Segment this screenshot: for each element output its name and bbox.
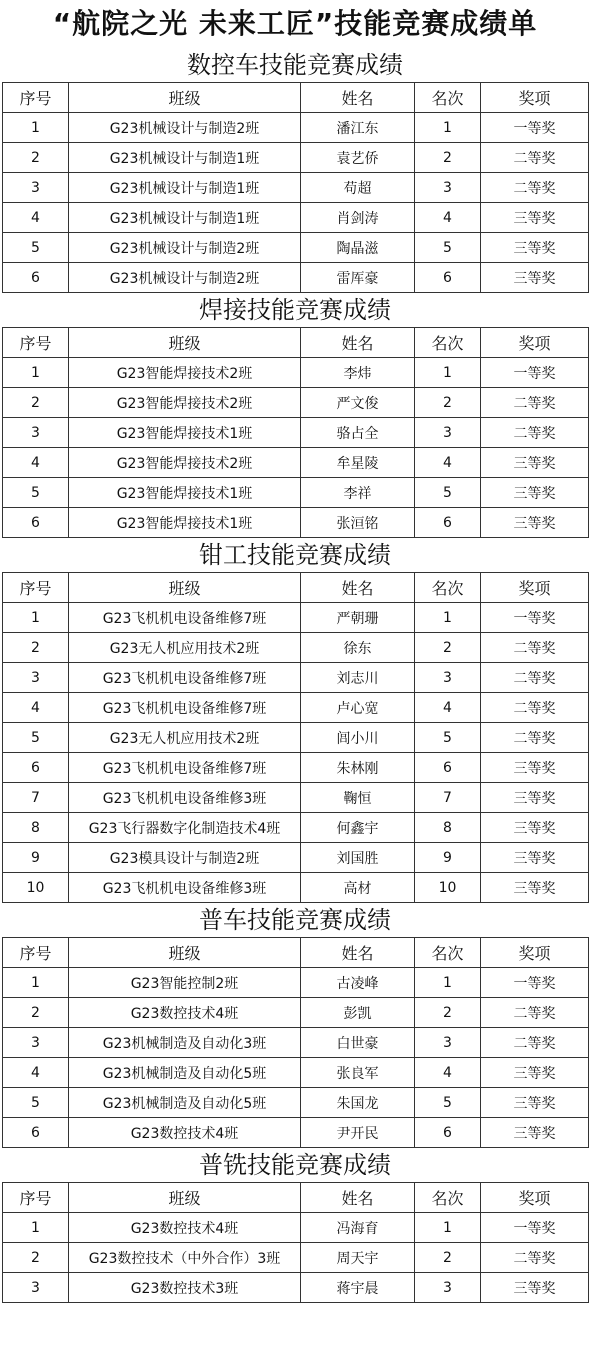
cell-rank: 3	[415, 173, 481, 203]
cell-rank: 1	[415, 358, 481, 388]
cell-index: 4	[3, 693, 69, 723]
cell-class: G23无人机应用技术2班	[69, 633, 301, 663]
table-row	[3, 1058, 589, 1088]
cell-name: 苟超	[301, 173, 415, 203]
cell-award: 一等奖	[481, 358, 589, 388]
cell-class: G23机械制造及自动化5班	[69, 1088, 301, 1118]
cell-rank: 2	[415, 633, 481, 663]
cell-name: 袁艺侨	[301, 143, 415, 173]
cell-name: 朱国龙	[301, 1088, 415, 1118]
cell-rank: 2	[415, 388, 481, 418]
cell-class: G23数控技术（中外合作）3班	[69, 1243, 301, 1273]
cell-index: 1	[3, 603, 69, 633]
section-title: 普铣技能竞赛成绩	[199, 1151, 391, 1179]
cell-award: 三等奖	[481, 753, 589, 783]
cell-class: G23飞机机电设备维修3班	[69, 783, 301, 813]
table-row	[3, 663, 589, 693]
cell-rank: 5	[415, 1088, 481, 1118]
cell-name: 严文俊	[301, 388, 415, 418]
header-index: 序号	[3, 573, 69, 603]
cell-award: 三等奖	[481, 1118, 589, 1148]
table-row	[3, 388, 589, 418]
table-row	[3, 998, 589, 1028]
cell-class: G23智能焊接技术1班	[69, 508, 301, 538]
cell-rank: 10	[415, 873, 481, 903]
results-table	[2, 327, 589, 538]
cell-award: 三等奖	[481, 1273, 589, 1303]
cell-rank: 3	[415, 418, 481, 448]
cell-name: 刘志川	[301, 663, 415, 693]
cell-rank: 4	[415, 1058, 481, 1088]
cell-name: 骆占全	[301, 418, 415, 448]
cell-index: 1	[3, 968, 69, 998]
table-row	[3, 358, 589, 388]
cell-index: 5	[3, 478, 69, 508]
cell-class: G23飞行器数字化制造技术4班	[69, 813, 301, 843]
results-table	[2, 572, 589, 903]
header-award: 奖项	[481, 938, 589, 968]
cell-rank: 1	[415, 113, 481, 143]
header-class: 班级	[69, 1183, 301, 1213]
table-row	[3, 113, 589, 143]
header-award: 奖项	[481, 573, 589, 603]
table-row	[3, 783, 589, 813]
cell-class: G23机械设计与制造2班	[69, 113, 301, 143]
cell-award: 二等奖	[481, 723, 589, 753]
table-row	[3, 1273, 589, 1303]
cell-name: 冯海育	[301, 1213, 415, 1243]
cell-class: G23智能焊接技术2班	[69, 388, 301, 418]
header-index: 序号	[3, 938, 69, 968]
header-class: 班级	[69, 83, 301, 113]
cell-name: 古凌峰	[301, 968, 415, 998]
header-class: 班级	[69, 328, 301, 358]
cell-index: 3	[3, 663, 69, 693]
section-title: 焊接技能竞赛成绩	[199, 296, 391, 324]
cell-class: G23模具设计与制造2班	[69, 843, 301, 873]
cell-class: G23数控技术4班	[69, 998, 301, 1028]
table-header-row	[3, 938, 589, 968]
cell-class: G23机械制造及自动化5班	[69, 1058, 301, 1088]
cell-name: 白世豪	[301, 1028, 415, 1058]
cell-index: 8	[3, 813, 69, 843]
cell-name: 李祥	[301, 478, 415, 508]
cell-index: 1	[3, 1213, 69, 1243]
header-name: 姓名	[301, 83, 415, 113]
cell-class: G23智能焊接技术2班	[69, 448, 301, 478]
cell-award: 一等奖	[481, 603, 589, 633]
cell-index: 3	[3, 418, 69, 448]
cell-award: 一等奖	[481, 113, 589, 143]
results-table	[2, 937, 589, 1148]
cell-class: G23飞机机电设备维修3班	[69, 873, 301, 903]
cell-rank: 4	[415, 448, 481, 478]
header-award: 奖项	[481, 83, 589, 113]
cell-class: G23飞机机电设备维修7班	[69, 603, 301, 633]
cell-award: 三等奖	[481, 813, 589, 843]
cell-class: G23数控技术4班	[69, 1213, 301, 1243]
cell-award: 一等奖	[481, 1213, 589, 1243]
header-index: 序号	[3, 83, 69, 113]
table-row	[3, 418, 589, 448]
cell-award: 三等奖	[481, 873, 589, 903]
header-award: 奖项	[481, 1183, 589, 1213]
table-header-row	[3, 573, 589, 603]
header-award: 奖项	[481, 328, 589, 358]
cell-rank: 5	[415, 723, 481, 753]
results-sections	[0, 48, 590, 1303]
header-rank: 名次	[415, 328, 481, 358]
header-name: 姓名	[301, 1183, 415, 1213]
section-title: 普车技能竞赛成绩	[199, 906, 391, 934]
cell-index: 2	[3, 998, 69, 1028]
cell-rank: 6	[415, 1118, 481, 1148]
cell-award: 三等奖	[481, 843, 589, 873]
header-name: 姓名	[301, 573, 415, 603]
cell-rank: 3	[415, 1273, 481, 1303]
cell-name: 肖剑涛	[301, 203, 415, 233]
cell-name: 徐东	[301, 633, 415, 663]
cell-class: G23数控技术4班	[69, 1118, 301, 1148]
cell-class: G23智能焊接技术2班	[69, 358, 301, 388]
cell-index: 10	[3, 873, 69, 903]
cell-award: 二等奖	[481, 1028, 589, 1058]
table-row	[3, 753, 589, 783]
cell-name: 严朝珊	[301, 603, 415, 633]
cell-rank: 4	[415, 693, 481, 723]
cell-class: G23飞机机电设备维修7班	[69, 753, 301, 783]
cell-award: 三等奖	[481, 233, 589, 263]
cell-rank: 6	[415, 263, 481, 293]
cell-index: 9	[3, 843, 69, 873]
cell-rank: 1	[415, 968, 481, 998]
header-rank: 名次	[415, 83, 481, 113]
cell-name: 刘国胜	[301, 843, 415, 873]
cell-index: 6	[3, 263, 69, 293]
cell-class: G23机械制造及自动化3班	[69, 1028, 301, 1058]
cell-name: 朱林刚	[301, 753, 415, 783]
table-row	[3, 633, 589, 663]
table-row	[3, 813, 589, 843]
cell-rank: 8	[415, 813, 481, 843]
cell-name: 周天宇	[301, 1243, 415, 1273]
cell-index: 2	[3, 143, 69, 173]
cell-class: G23无人机应用技术2班	[69, 723, 301, 753]
cell-name: 高材	[301, 873, 415, 903]
header-index: 序号	[3, 328, 69, 358]
header-class: 班级	[69, 573, 301, 603]
cell-rank: 2	[415, 143, 481, 173]
cell-award: 三等奖	[481, 783, 589, 813]
header-class: 班级	[69, 938, 301, 968]
cell-name: 尹开民	[301, 1118, 415, 1148]
cell-class: G23机械设计与制造1班	[69, 173, 301, 203]
cell-award: 三等奖	[481, 448, 589, 478]
header-rank: 名次	[415, 573, 481, 603]
cell-award: 三等奖	[481, 1088, 589, 1118]
cell-award: 二等奖	[481, 633, 589, 663]
cell-name: 陶晶滋	[301, 233, 415, 263]
table-row	[3, 873, 589, 903]
cell-name: 鞠恒	[301, 783, 415, 813]
cell-index: 5	[3, 233, 69, 263]
cell-index: 2	[3, 388, 69, 418]
page-title: “航院之光 未来工匠”技能竞赛成绩单	[52, 7, 538, 40]
cell-class: G23机械设计与制造2班	[69, 263, 301, 293]
header-name: 姓名	[301, 328, 415, 358]
header-index: 序号	[3, 1183, 69, 1213]
cell-award: 二等奖	[481, 173, 589, 203]
cell-index: 3	[3, 173, 69, 203]
table-row	[3, 1118, 589, 1148]
cell-award: 三等奖	[481, 263, 589, 293]
cell-index: 2	[3, 633, 69, 663]
cell-index: 5	[3, 723, 69, 753]
cell-name: 雷厍豪	[301, 263, 415, 293]
table-row	[3, 263, 589, 293]
cell-name: 卢心宽	[301, 693, 415, 723]
table-row	[3, 478, 589, 508]
cell-index: 3	[3, 1028, 69, 1058]
cell-index: 4	[3, 1058, 69, 1088]
cell-class: G23数控技术3班	[69, 1273, 301, 1303]
table-header-row	[3, 1183, 589, 1213]
cell-name: 何鑫宇	[301, 813, 415, 843]
table-row	[3, 233, 589, 263]
results-table	[2, 1182, 589, 1303]
cell-class: G23机械设计与制造2班	[69, 233, 301, 263]
cell-class: G23飞机机电设备维修7班	[69, 663, 301, 693]
cell-index: 7	[3, 783, 69, 813]
cell-rank: 7	[415, 783, 481, 813]
cell-index: 4	[3, 448, 69, 478]
cell-name: 潘江东	[301, 113, 415, 143]
cell-award: 二等奖	[481, 418, 589, 448]
cell-award: 三等奖	[481, 1058, 589, 1088]
cell-rank: 4	[415, 203, 481, 233]
table-row	[3, 693, 589, 723]
table-row	[3, 143, 589, 173]
table-row	[3, 448, 589, 478]
cell-index: 3	[3, 1273, 69, 1303]
header-rank: 名次	[415, 1183, 481, 1213]
cell-class: G23智能控制2班	[69, 968, 301, 998]
cell-index: 1	[3, 113, 69, 143]
cell-class: G23机械设计与制造1班	[69, 203, 301, 233]
header-name: 姓名	[301, 938, 415, 968]
cell-award: 二等奖	[481, 998, 589, 1028]
section-title: 钳工技能竞赛成绩	[199, 541, 391, 569]
cell-award: 三等奖	[481, 478, 589, 508]
table-row	[3, 1028, 589, 1058]
cell-index: 6	[3, 753, 69, 783]
table-header-row	[3, 83, 589, 113]
cell-class: G23飞机机电设备维修7班	[69, 693, 301, 723]
cell-award: 二等奖	[481, 143, 589, 173]
cell-name: 彭凯	[301, 998, 415, 1028]
results-table	[2, 82, 589, 293]
table-row	[3, 203, 589, 233]
cell-award: 二等奖	[481, 693, 589, 723]
cell-index: 1	[3, 358, 69, 388]
table-row	[3, 173, 589, 203]
cell-rank: 1	[415, 1213, 481, 1243]
cell-rank: 3	[415, 663, 481, 693]
cell-award: 三等奖	[481, 508, 589, 538]
cell-index: 6	[3, 508, 69, 538]
section-title: 数控车技能竞赛成绩	[187, 51, 403, 79]
cell-name: 闾小川	[301, 723, 415, 753]
cell-name: 蒋宇晨	[301, 1273, 415, 1303]
cell-award: 一等奖	[481, 968, 589, 998]
cell-rank: 2	[415, 1243, 481, 1273]
cell-name: 张洹铭	[301, 508, 415, 538]
cell-rank: 3	[415, 1028, 481, 1058]
table-row	[3, 1088, 589, 1118]
table-row	[3, 723, 589, 753]
cell-class: G23机械设计与制造1班	[69, 143, 301, 173]
cell-rank: 6	[415, 508, 481, 538]
table-row	[3, 508, 589, 538]
table-header-row	[3, 328, 589, 358]
table-row	[3, 843, 589, 873]
cell-name: 李炜	[301, 358, 415, 388]
cell-award: 二等奖	[481, 1243, 589, 1273]
cell-name: 张良军	[301, 1058, 415, 1088]
table-row	[3, 968, 589, 998]
cell-rank: 5	[415, 478, 481, 508]
cell-rank: 9	[415, 843, 481, 873]
cell-rank: 5	[415, 233, 481, 263]
cell-rank: 2	[415, 998, 481, 1028]
cell-name: 牟星陵	[301, 448, 415, 478]
cell-award: 三等奖	[481, 203, 589, 233]
cell-award: 二等奖	[481, 388, 589, 418]
table-row	[3, 603, 589, 633]
cell-class: G23智能焊接技术1班	[69, 418, 301, 448]
header-rank: 名次	[415, 938, 481, 968]
cell-rank: 6	[415, 753, 481, 783]
table-row	[3, 1213, 589, 1243]
cell-rank: 1	[415, 603, 481, 633]
cell-index: 5	[3, 1088, 69, 1118]
table-row	[3, 1243, 589, 1273]
cell-index: 4	[3, 203, 69, 233]
cell-index: 2	[3, 1243, 69, 1273]
cell-award: 二等奖	[481, 663, 589, 693]
cell-index: 6	[3, 1118, 69, 1148]
cell-class: G23智能焊接技术1班	[69, 478, 301, 508]
